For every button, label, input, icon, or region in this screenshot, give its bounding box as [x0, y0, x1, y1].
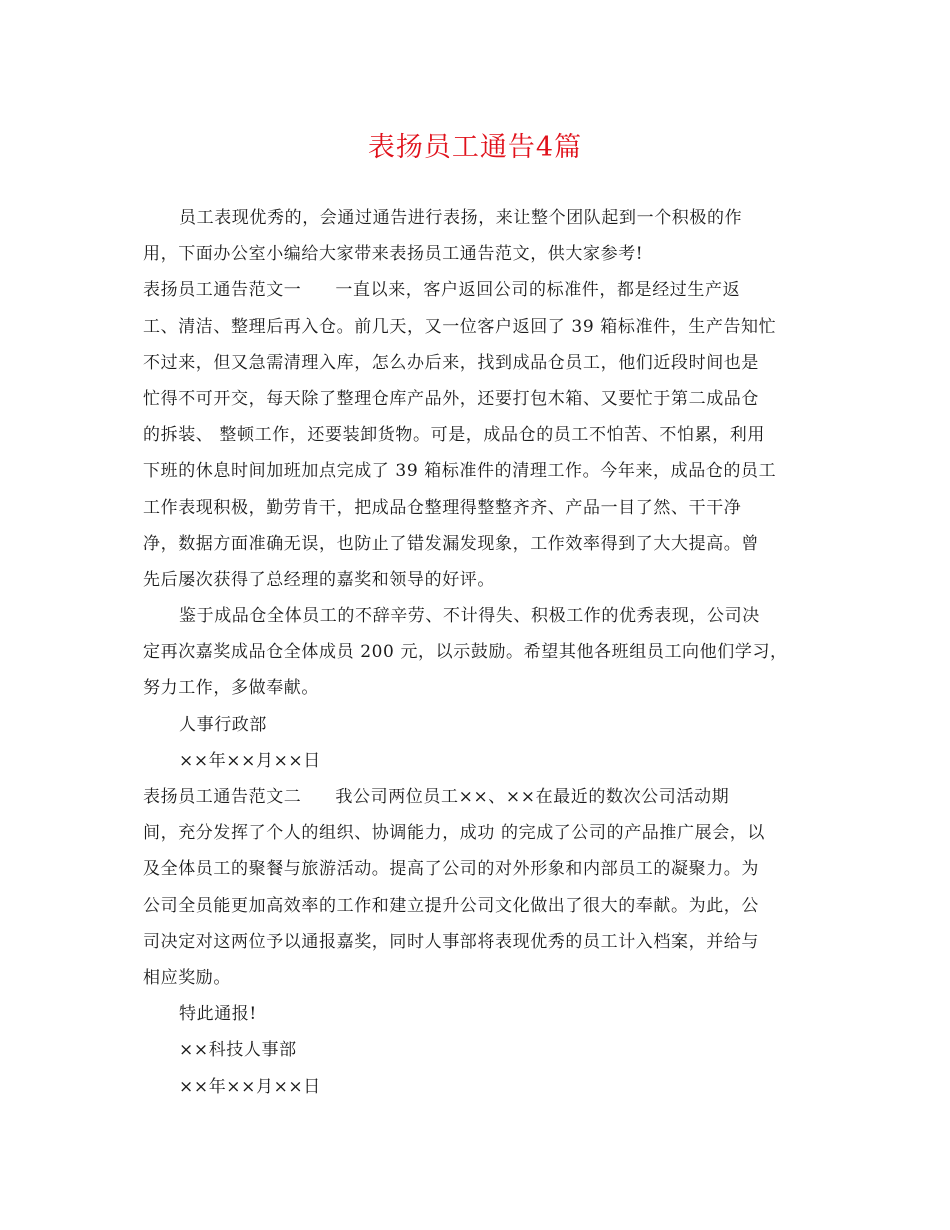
signature-department: 人事行政部	[179, 714, 267, 735]
section-one-first-line	[143, 272, 805, 308]
section-two-first-line	[143, 779, 805, 815]
document-body	[143, 200, 805, 1105]
paragraph-line: 忙得不可开交，每天除了整理仓库产品外，还要打包木箱、又要忙于第二成品仓	[143, 388, 759, 409]
paragraph-line: 定再次嘉奖成品仓全体成员 200 元，以示鼓励。希望其他各班组员工向他们学习，	[143, 642, 788, 663]
intro-line-1: 员工表现优秀的，会通过通告进行表扬，来让整个团队起到一个积极的作	[179, 208, 743, 228]
paragraph-line: 净，数据方面准确无误，也防止了错发漏发现象，工作效率得到了大大提高。曾	[143, 533, 759, 554]
paragraph-line: 工、清洁、整理后再入仓。前几天，又一位客户返回了 39 箱标准件，生产告知忙	[143, 316, 777, 337]
paragraph-line: 鉴于成品仓全体员工的不辞辛劳、不计得失、积极工作的优秀表现，公司决	[179, 606, 760, 627]
paragraph-line: 不过来，但又急需清理入库，怎么办后来，找到成品仓员工，他们近段时间也是	[143, 352, 759, 373]
signature-date: ××年××月××日	[179, 750, 321, 771]
paragraph-line: 先后屡次获得了总经理的嘉奖和领导的好评。	[143, 569, 495, 590]
section-heading-one: 表扬员工通告范文一	[143, 280, 302, 301]
paragraph-line: 工作表现积极，勤劳肯干，把成品仓整理得整整齐齐、产品一目了然、干干净	[143, 497, 742, 518]
document-title: 表扬员工通告4篇	[367, 132, 583, 163]
intro-line-2: 用，下面办公室小编给大家带来表扬员工通告范文，供大家参考!	[143, 244, 644, 265]
paragraph-line: 间，充分发挥了个人的组织、协调能力，成功 的完成了公司的产品推广展会，以	[143, 823, 766, 844]
paragraph-line: 下班的休息时间加班加点完成了 39 箱标准件的清理工作。今年来，成品仓的员工	[143, 461, 777, 482]
paragraph-line: 的拆装、 整顿工作，还要装卸货物。可是，成品仓的员工不怕苦、不怕累，利用	[143, 425, 766, 446]
paragraph-line: 公司全员能更加高效率的工作和建立提升公司文化做出了很大的奉献。为此，公	[143, 895, 759, 916]
paragraph-line: 相应奖励。	[143, 967, 231, 988]
section-one-lead-text: 一直以来，客户返回公司的标准件，都是经过生产返	[335, 280, 741, 301]
section-heading-two: 表扬员工通告范文二	[143, 787, 302, 807]
signature-date: ××年××月××日	[179, 1076, 321, 1097]
signature-department: ××科技人事部	[179, 1040, 297, 1061]
paragraph-line: 司决定对这两位予以通报嘉奖，同时人事部将表现优秀的员工计入档案，并给与	[143, 931, 759, 952]
paragraph-line: 及全体员工的聚餐与旅游活动。提高了公司的对外形象和内部员工的凝聚力。为	[143, 859, 759, 880]
notice-closing: 特此通报!	[179, 1004, 257, 1025]
section-two-lead-text: 我公司两位员工××、××在最近的数次公司活动期	[335, 787, 730, 807]
paragraph-line: 努力工作，多做奉献。	[143, 678, 319, 699]
